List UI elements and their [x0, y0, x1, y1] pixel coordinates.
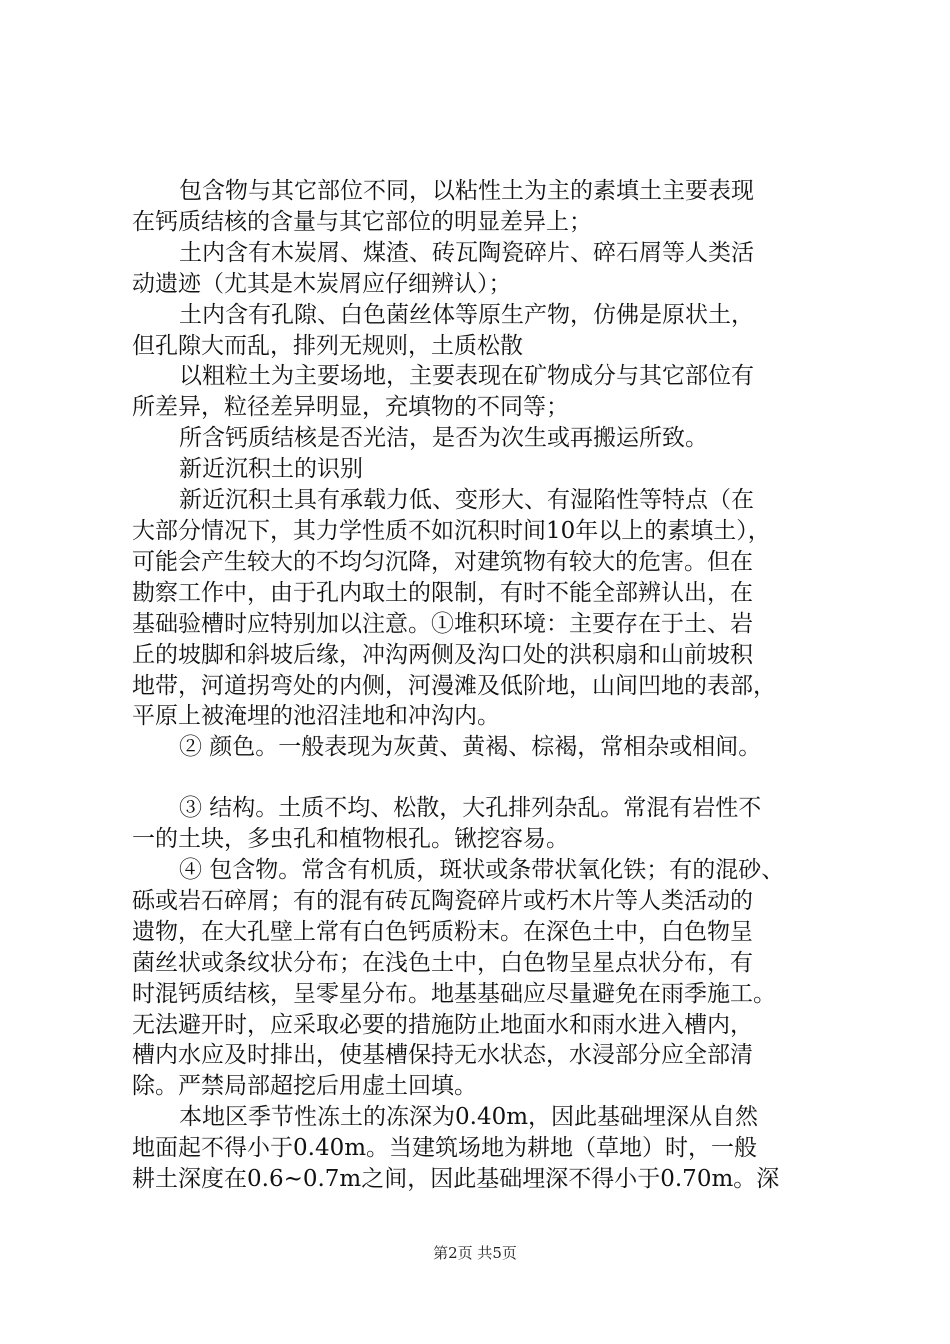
- paragraph-color: ② 颜色。一般表现为灰黄、黄褐、棕褐，常相杂或相间。: [179, 734, 762, 761]
- paragraph-pores-mycelium: 土内含有孔隙、白色菌丝体等原生产物，仿佛是原状土， 但孔隙大而乱，排列无规则，土质松散: [132, 301, 754, 359]
- document-body: [132, 176, 832, 1195]
- paragraph-new-deposits-features: 新近沉积土具有承载力低、变形大、有湿陷性等特点（在 大部分情况下，其力学性质不如沉积时间10年以上的素填土）， 可能会产生较大的不均匀沉降，对建筑物有较大的危害。但在 勘察工作中，由于孔内取土的限制，有时不能全部辨认出，在 基础验槽时应特别加以注意。①堆积环境：主要存在于土、岩 丘的坡脚和斜坡后缘，冲沟两侧及沟口处的洪积扇和山前坡积 地带，河道拐弯处的内侧，河漫滩及低阶地，山间凹地的表部， 平原上被淹埋的池沼洼地和冲沟内。: [132, 487, 776, 730]
- paragraph-structure: ③ 结构。土质不均、松散，大孔排列杂乱。常混有岩性不 一的土块，多虫孔和植物根孔。锹挖容易。: [132, 795, 762, 853]
- paragraph-human-activity-traces: 土内含有木炭屑、煤渣、砖瓦陶瓷碎片、碎石屑等人类活 动遗迹（尤其是木炭屑应仔细辨认）；: [132, 239, 754, 297]
- page-number-footer: 第2页 共5页: [433, 1244, 517, 1262]
- paragraph-spacer: [132, 763, 832, 793]
- section-heading-new-deposits: 新近沉积土的识别: [179, 456, 363, 483]
- paragraph-calcareous-nodules: 所含钙质结核是否光洁，是否为次生或再搬运所致。: [179, 425, 708, 452]
- paragraph-frost-depth: 本地区季节性冻土的冻深为0.40m，因此基础埋深从自然 地面起不得小于0.40m。当建筑场地为耕地（草地）时，一般 耕土深度在0.6~0.7m之间，因此基础埋深不得小于0.70m。深: [132, 1104, 780, 1193]
- paragraph-coarse-soil: 以粗粒土为主要场地，主要表现在矿物成分与其它部位有 所差异，粒径差异明显，充填物的不同等；: [132, 363, 754, 421]
- paragraph-inclusions-difference: 包含物与其它部位不同，以粘性土为主的素填土主要表现 在钙质结核的含量与其它部位的明显差异上；: [132, 178, 754, 235]
- paragraph-inclusions: ④ 包含物。常含有机质，斑状或条带状氧化铁；有的混砂、 砾或岩石碎屑；有的混有砖瓦陶瓷碎片或朽木片等人类活动的 遗物，在大孔壁上常有白色钙质粉末。在深色土中，白色物呈 菌丝状或条纹状分布；在浅色土中，白色物呈星点状分布，有 时混钙质结核，呈零星分布。地基基础应尽量避免在雨季施工。 无法避开时，应采取必要的措施防止地面水和雨水进入槽内， 槽内水应及时排出，使基槽保持无水状态，水浸部分应全部清 除。严禁局部超挖后用虚土回填。: [132, 857, 785, 1100]
